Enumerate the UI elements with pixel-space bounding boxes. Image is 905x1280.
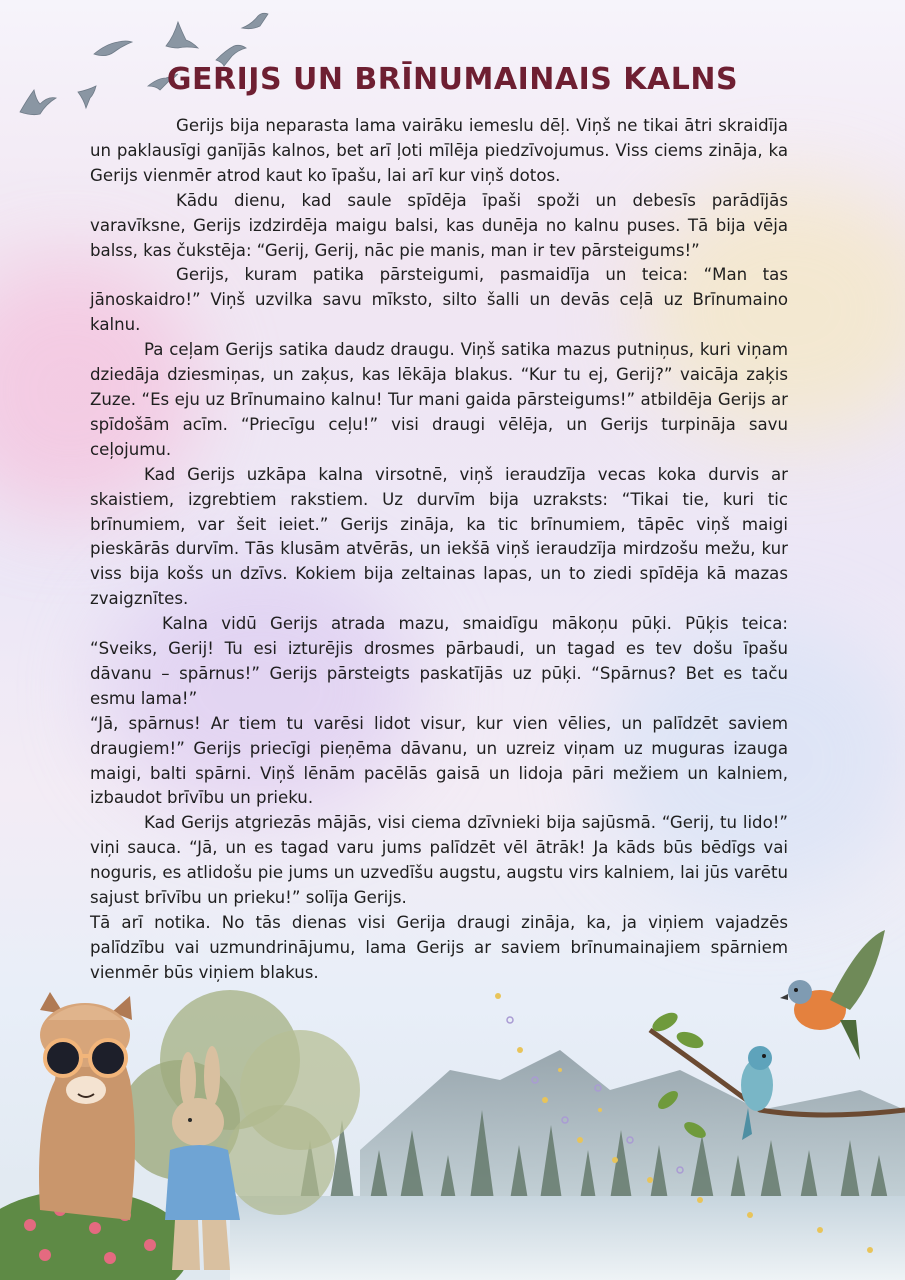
story-text bbox=[90, 114, 788, 986]
forest-illustration bbox=[300, 1110, 888, 1200]
tree-branch-illustration bbox=[650, 1030, 905, 1115]
story-paragraph: Pa ceļam Gerijs satika daudz draugu. Viņš satika mazus putniņus, kuri viņam dziedāja dziesmiņas, un zaķus, kas lēkāja blakus. “Kur tu ej, Gerij?” vaicāja zaķis Zuze. “Es eju uz Brīnumaino kalnu! Tur mani gaida pārsteigums!” atbildēja Gerijs ar spīdošām acīm. “Priecīgu ceļu!” visi draugi vēlēja, un Gerijs turpināja savu ceļojumu. bbox=[90, 340, 788, 459]
sparkle-dots-illustration bbox=[507, 1017, 683, 1173]
story-title: GERIJS UN BRĪNUMAINAIS KALNS bbox=[166, 62, 739, 97]
story-paragraph: Kad Gerijs atgriezās mājās, visi ciema dzīvnieki bija sajūsmā. “Gerij, tu lido!” viņi sauca. “Jā, un es tagad varu jums palīdzēt vēl ātrāk! Ja kāds būs bēdīgs vai noguris, es atlidošu pie jums un uzvedīšu augstu, augstu virs kalniem, lai jūs varētu sajust brīvību un prieku!” solīja Gerijs. bbox=[90, 813, 788, 908]
tree-illustration bbox=[120, 990, 360, 1215]
leaves-illustration bbox=[649, 1009, 708, 1141]
blue-bird-illustration bbox=[741, 1046, 773, 1140]
story-paragraph: Kalna vidū Gerijs atrada mazu, smaidīgu mākoņu pūķi. Pūķis teica: “Sveiks, Gerij! Tu esi izturējis drosmes pārbaudi, un tagad es tev došu īpašu dāvanu – spārnus!” Gerijs pārsteigts paskatījās uz pūķi. “Spārnus? Bet es taču esmu lama!” bbox=[90, 614, 788, 708]
mountains-illustration bbox=[360, 1050, 905, 1200]
rabbit-illustration bbox=[165, 1046, 240, 1270]
story-paragraph: “Jā, spārnus! Ar tiem tu varēsi lidot visur, kur vien vēlies, un palīdzēt saviem draugiem!” Gerijs priecīgi pieņēma dāvanu, un uzreiz viņam uz muguras izauga maigi, balti spārni. Viņš lēnām pacēlās gaisā un lidoja pāri mežiem un kalniem, izbaudot brīvību un prieku. bbox=[90, 713, 788, 808]
lake-illustration bbox=[230, 1196, 905, 1280]
bird-icon bbox=[94, 41, 132, 56]
story-paragraph: Gerijs bija neparasta lama vairāku iemeslu dēļ. Viņš ne tikai ātri skraidīja un paklausīgi ganījās kalnos, bet arī ļoti mīlēja piedzīvojumus. Viss ciems zināja, ka Gerijs vienmēr atrod kaut ko īpašu, lai arī kur viņš dotos. bbox=[90, 116, 788, 185]
story-paragraph: Tā arī notika. No tās dienas visi Gerija draugi zināja, ka, ja viņiem vajadzēs palīdzību vai uzmundrinājumu, lama Gerijs ar saviem brīnumainajiem spārniem vienmēr būs viņiem blakus. bbox=[90, 913, 788, 982]
orange-bird-illustration bbox=[780, 930, 885, 1060]
flower-bush-illustration bbox=[0, 1190, 190, 1280]
story-paragraph: Kad Gerijs uzkāpa kalna virsotnē, viņš ieraudzīja vecas koka durvis ar skaistiem, izgrebtiem rakstiem. Uz durvīm bija uzraksts: “Tikai tie, kuri tic brīnumiem, var šeit ieiet.” Gerijs zināja, ka tic brīnumiem, tāpēc viņš maigi pieskārās durvīm. Tās klusām atvērās, un iekšā viņš ieraudzīja mirdzošu mežu, kur viss bija košs un dzīvs. Kokiem bija zeltainas lapas, un to ziedi spīdēja kā mazas zvaigznītes. bbox=[90, 464, 788, 609]
bird-icon bbox=[242, 13, 268, 28]
story-paragraph: Kādu dienu, kad saule spīdēja īpaši spoži un debesīs parādījās varavīksne, Gerijs izdzirdēja maigu balsi, kas dunēja no kalnu puses. Tā bija vēja balss, kas čukstēja: “Gerij, Gerij, nāc pie manis, man ir tev pārsteigums!” bbox=[90, 190, 788, 260]
story-paragraph: Gerijs, kuram patika pārsteigumi, pasmaidīja un teica: “Man tas jānoskaidro!” Viņš uzvilka savu mīksto, silto šalli un devās ceļā uz Brīnumaino kalnu. bbox=[90, 265, 788, 335]
bird-icon bbox=[166, 22, 198, 48]
llama-illustration bbox=[39, 992, 135, 1220]
sunglasses-icon bbox=[45, 1040, 126, 1076]
sparkles-illustration bbox=[495, 993, 873, 1253]
